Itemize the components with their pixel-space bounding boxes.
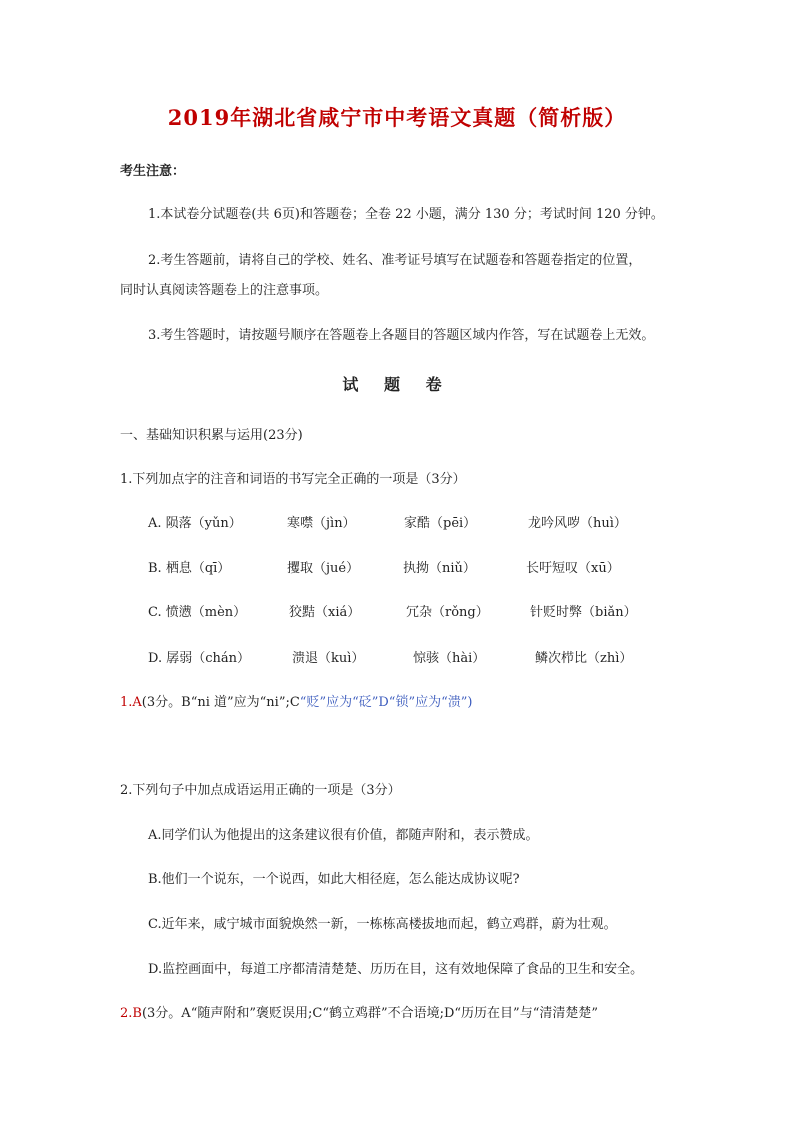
q1-option-d-col1: D. 孱弱（chán）: [148, 651, 251, 666]
q1-stem: 1.下列加点字的注音和词语的书写完全正确的一项是（3分）: [120, 472, 466, 487]
q1-answer-number: 1.A: [120, 695, 142, 710]
q2-answer-number: 2.B: [120, 1006, 142, 1021]
notice-heading: 考生注意：: [120, 164, 186, 179]
q2-stem: 2.下列句子中加点成语运用正确的一项是（3分）: [120, 783, 401, 798]
q2-option-d: D.监控画面中，每道工序都清清楚楚、历历在目，这有效地保障了食品的卫生和安全。: [148, 962, 644, 977]
notice-item-3: 3.考生答题时，请按题号顺序在答题卷上各题目的答题区域内作答，写在试题卷上无效。: [148, 328, 655, 343]
q1-option-a-col2: 寒噤（jìn）: [287, 516, 356, 531]
q1-option-d-col2: 溃退（kuì）: [292, 651, 365, 666]
q1-option-d-col3: 惊骇（hài）: [413, 651, 486, 666]
notice-item-1: 1.本试卷分试题卷(共 6页)和答题卷；全卷 22 小题，满分 130 分；考试时间 120 分钟。: [148, 207, 664, 222]
q1-option-b-col2: 攫取（jué）: [287, 561, 360, 576]
notice-item-2-line1: 2.考生答题前，请将自己的学校、姓名、准考证号填写在试题卷和答题卷指定的位置，: [148, 253, 642, 268]
q1-option-c-col1: C. 愤懑（mèn）: [148, 605, 247, 620]
q1-option-c-col2: 狡黠（xiá）: [289, 605, 361, 620]
q1-option-a-col4: 龙吟风哕（huì）: [528, 516, 627, 531]
q1-option-a-col1: A. 陨落（yǔn）: [148, 516, 242, 531]
q2-option-b: B.他们一个说东，一个说西，如此大相径庭，怎么能达成协议呢?: [148, 872, 520, 887]
q1-option-b-col3: 执拗（niǔ）: [403, 561, 476, 576]
q2-option-c: C.近年来，咸宁城市面貌焕然一新，一栋栋高楼拔地而起，鹤立鸡群，蔚为壮观。: [148, 917, 617, 932]
q1-option-a-col3: 家酷（pēi）: [404, 516, 477, 531]
q1-answer-note: “贬”应为“砭”D“锁”应为“溃”): [299, 695, 473, 710]
q2-option-a: A.同学们认为他提出的这条建议很有价值，都随声附和，表示赞成。: [148, 828, 539, 843]
q1-option-c-col4: 针贬时弊（biǎn）: [530, 605, 637, 620]
q1-option-b-col4: 长吁短叹（xū）: [526, 561, 620, 576]
q1-option-b-col1: B. 栖息（qī）: [148, 561, 231, 576]
q2-answer: [120, 1002, 598, 1021]
section-title: 试 题 卷: [342, 375, 452, 394]
q1-answer: [120, 691, 472, 710]
q1-answer-text: (3分。B“ni 道”应为“ni”;C: [141, 695, 300, 710]
document-title: 2019年湖北省咸宁市中考语文真题（简析版）: [167, 105, 627, 130]
q1-option-d-col4: 鳞次栉比（zhì）: [535, 651, 633, 666]
q1-option-c-col3: 冗杂（rǒng）: [406, 605, 489, 620]
part1-heading: 一、基础知识积累与运用(23分): [120, 428, 303, 443]
notice-item-2-line2: 同时认真阅读答题卷上的注意事项。: [120, 283, 329, 298]
q2-answer-text: (3分。A“随声附和”褒贬误用;C“鹤立鸡群”不合语境;D“历历在目”与“清清楚楚”: [141, 1006, 598, 1021]
